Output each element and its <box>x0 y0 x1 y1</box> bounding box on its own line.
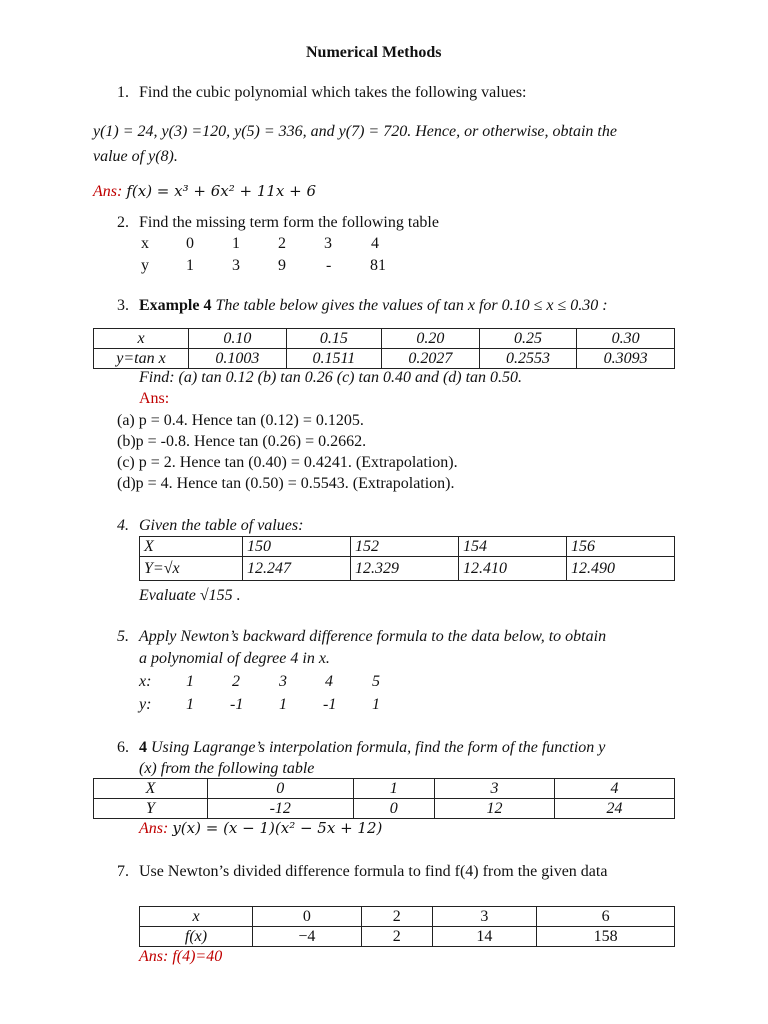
q5-number: 5. <box>117 628 129 645</box>
q4-r-2: 12.410 <box>459 557 567 581</box>
q2-y-1: 3 <box>232 257 240 274</box>
q3-r-5: 0.3093 <box>577 349 675 369</box>
q3-example: Example 4 <box>139 297 212 314</box>
q6-ans-label: Ans: <box>139 820 169 837</box>
q2-y-3: - <box>326 257 332 274</box>
q6-h-2: 1 <box>353 779 435 799</box>
q2-y-label: y <box>141 257 149 274</box>
q7-h-2: 2 <box>361 907 432 927</box>
q4-number: 4. <box>117 517 129 534</box>
q5-y-1: -1 <box>230 696 244 713</box>
q5-y-0: 1 <box>186 696 194 713</box>
q3-answer-d: (d)p = 4. Hence tan (0.50) = 0.5543. (Extrapolation). <box>117 475 455 492</box>
q7-r-0: f(x) <box>140 927 253 947</box>
q2-y-4: 81 <box>370 257 386 274</box>
q2-x-4: 4 <box>371 235 379 252</box>
q1-ans-label: Ans: <box>93 183 123 200</box>
q4-h-0: X <box>140 537 243 557</box>
q4-h-2: 152 <box>351 537 459 557</box>
q7-h-3: 3 <box>432 907 536 927</box>
q3-h-5: 0.30 <box>577 329 675 349</box>
q3-h-1: 0.10 <box>189 329 287 349</box>
q5-line1: Apply Newton’s backward difference formula to the data below, to obtain <box>139 628 607 645</box>
q5-line2: a polynomial of degree 4 in x. <box>139 650 330 667</box>
q1-answer <box>93 182 316 201</box>
q4-r-3: 12.490 <box>567 557 675 581</box>
q2-x-0: 0 <box>186 235 194 252</box>
q4-table <box>139 536 675 581</box>
q4-h-1: 150 <box>243 537 351 557</box>
q3-number: 3. <box>117 297 129 314</box>
q6-r-3: 12 <box>435 799 555 819</box>
table-row <box>94 799 675 819</box>
q4-r-1: 12.329 <box>351 557 459 581</box>
q2-number: 2. <box>117 214 129 231</box>
q4-row-label: Y=√x <box>140 557 243 581</box>
table-row <box>140 557 675 581</box>
q6-answer <box>139 819 382 838</box>
q1-text: Find the cubic polynomial which takes the following values: <box>139 84 527 101</box>
table-row <box>140 907 675 927</box>
q6-h-0: X <box>94 779 208 799</box>
q3-table <box>93 328 675 369</box>
q6-text: Using Lagrange’s interpolation formula, find the form of the function y <box>151 739 606 756</box>
q5-x-4: 5 <box>372 673 380 690</box>
q3-r-4: 0.2553 <box>479 349 577 369</box>
q3-ans-label: Ans: <box>139 390 170 407</box>
q2-y-2: 9 <box>278 257 286 274</box>
q3-h-3: 0.20 <box>382 329 480 349</box>
q6-r-0: Y <box>94 799 208 819</box>
q3-find: Find: (a) tan 0.12 (b) tan 0.26 (c) tan 0.40 and (d) tan 0.50. <box>139 369 523 386</box>
q7-table <box>139 906 675 947</box>
q4-r-0: 12.247 <box>243 557 351 581</box>
q7-text: Use Newton’s divided difference formula to find f(4) from the given data <box>139 863 608 880</box>
q7-r-2: 2 <box>361 927 432 947</box>
q2-y-0: 1 <box>186 257 194 274</box>
q2-x-1: 1 <box>232 235 240 252</box>
q3-answer-a: (a) p = 0.4. Hence tan (0.12) = 0.1205. <box>117 412 364 429</box>
q5-x-label: x: <box>139 673 152 690</box>
q3-answer-b: (b)p = -0.8. Hence tan (0.26) = 0.2662. <box>117 433 367 450</box>
q3-range: 0.10 ≤ x ≤ 0.30 : <box>501 297 608 314</box>
q4-evaluate: Evaluate √155 . <box>139 587 241 604</box>
q4-h-3: 154 <box>459 537 567 557</box>
q3-answer-c: (c) p = 2. Hence tan (0.40) = 0.4241. (Extrapolation). <box>117 454 458 471</box>
q5-y-3: -1 <box>323 696 337 713</box>
q2-text: Find the missing term form the following table <box>139 214 439 231</box>
table-row <box>140 537 675 557</box>
q5-x-0: 1 <box>186 673 194 690</box>
q1-line2 <box>93 123 617 141</box>
q7-r-1: −4 <box>253 927 362 947</box>
q6-ans-formula: y(x) = (x − 1)(x² − 5x + 12) <box>172 819 383 837</box>
q5-y-label: y: <box>139 696 152 713</box>
q3-r-0: y=tan x <box>94 349 189 369</box>
q7-r-4: 158 <box>537 927 675 947</box>
q6-line2: (x) from the following table <box>139 760 315 777</box>
q6-line1 <box>139 739 605 757</box>
q1-line3: value of y(8). <box>93 148 178 165</box>
q5-y-2: 1 <box>279 696 287 713</box>
q6-table <box>93 778 675 819</box>
q3-r-2: 0.1511 <box>286 349 381 369</box>
q5-x-1: 2 <box>232 673 240 690</box>
q4-h-4: 156 <box>567 537 675 557</box>
q6-r-4: 24 <box>555 799 675 819</box>
q6-h-3: 3 <box>435 779 555 799</box>
q1-number: 1. <box>117 84 129 101</box>
q6-r-1: -12 <box>208 799 354 819</box>
q4-text: Given the table of values: <box>139 517 304 534</box>
q7-h-1: 0 <box>253 907 362 927</box>
q3-h-2: 0.15 <box>286 329 381 349</box>
q3-r-1: 0.1003 <box>189 349 287 369</box>
q6-h-1: 0 <box>208 779 354 799</box>
q6-number: 6. <box>117 739 129 756</box>
table-row <box>94 779 675 799</box>
q7-h-0: x <box>140 907 253 927</box>
q2-x-label: x <box>141 235 149 252</box>
q3-text <box>139 297 608 315</box>
q6-h-4: 4 <box>555 779 675 799</box>
q5-x-2: 3 <box>279 673 287 690</box>
q1-ans-formula: f(x) = x³ + 6x² + 11x + 6 <box>126 182 317 200</box>
q7-h-4: 6 <box>537 907 675 927</box>
table-row <box>94 329 675 349</box>
q2-x-2: 2 <box>278 235 286 252</box>
q2-x-3: 3 <box>324 235 332 252</box>
q3-h-0: x <box>94 329 189 349</box>
q3-h-4: 0.25 <box>479 329 577 349</box>
q1-hence: Hence, or otherwise, obtain the <box>415 123 617 140</box>
q7-r-3: 14 <box>432 927 536 947</box>
page-title: Numerical Methods <box>306 44 442 61</box>
table-row <box>140 927 675 947</box>
q1-values: y(1) = 24, y(3) =120, y(5) = 336, and y(7) = 720. <box>93 123 412 140</box>
q6-r-2: 0 <box>353 799 435 819</box>
q3-desc: The table below gives the values of tan x for <box>215 297 498 314</box>
q6-bold: 4 <box>139 739 147 756</box>
q7-answer: Ans: f(4)=40 <box>139 948 223 965</box>
q5-y-4: 1 <box>372 696 380 713</box>
table-row <box>94 349 675 369</box>
q7-number: 7. <box>117 863 129 880</box>
q5-x-3: 4 <box>325 673 333 690</box>
q3-r-3: 0.2027 <box>382 349 480 369</box>
